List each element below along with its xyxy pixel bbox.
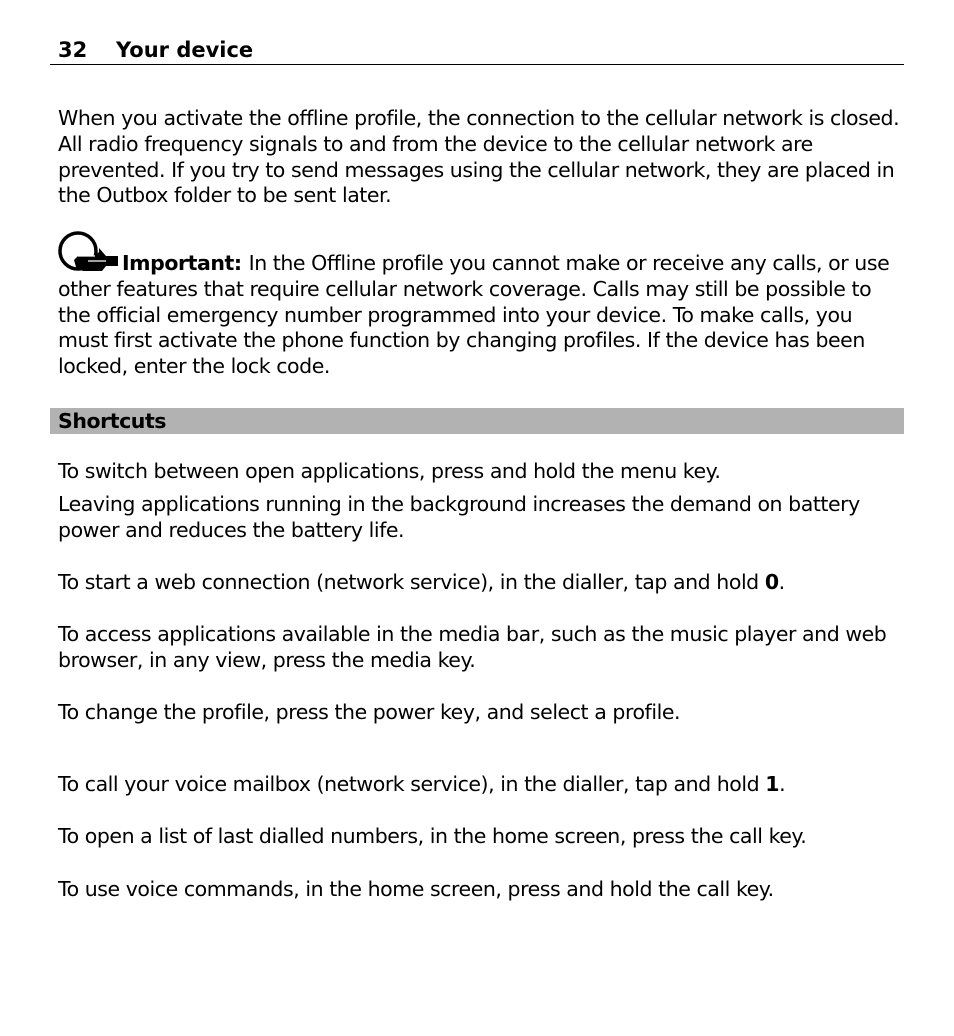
key-label: 1	[765, 772, 780, 796]
chapter-title: Your device	[116, 38, 254, 62]
shortcut-change-profile: To change the profile, press the power key, and select a profile.	[58, 700, 681, 724]
offline-profile-paragraph: When you activate the offline profile, the connection to the cellular network is closed. All radio frequency signals to and from the device to the cellular network are prevented. If you try to send messages using the cellular network, they are placed in the Outbox folder to be sent later.	[58, 106, 900, 208]
shortcut-text: To call your voice mailbox (network service), in the dialler, tap and hold	[58, 772, 766, 796]
important-label: Important:	[122, 251, 242, 275]
shortcut-tail: .	[779, 772, 786, 796]
shortcut-battery-note: Leaving applications running in the background increases the demand on battery power and reduces the battery life.	[58, 492, 860, 542]
shortcut-voice-mailbox	[58, 772, 904, 798]
shortcut-voice-commands: To use voice commands, in the home screen, press and hold the call key.	[58, 877, 774, 901]
important-notice	[58, 251, 904, 380]
shortcut-switch-apps: To switch between open applications, press and hold the menu key.	[58, 459, 721, 483]
shortcut-text: To start a web connection (network service), in the dialler, tap and hold	[58, 570, 765, 594]
section-heading-bar	[50, 408, 904, 434]
key-label: 0	[764, 570, 779, 594]
page-number: 32	[58, 38, 88, 62]
page-header	[50, 36, 904, 65]
important-text: In the Offline profile you cannot make or receive any calls, or use other features that require cellular network coverage. Calls may still be possible to the official emergency number programmed into your device. To make calls, you must first activate the phone function by changing profiles. If the device has been locked, enter the lock code.	[58, 251, 890, 379]
shortcut-media-bar: To access applications available in the media bar, such as the music player and web browser, in any view, press the media key.	[58, 622, 887, 672]
shortcut-web-connection	[58, 570, 904, 596]
shortcut-tail: .	[778, 570, 785, 594]
shortcut-last-dialled: To open a list of last dialled numbers, in the home screen, press the call key.	[58, 824, 807, 848]
section-title: Shortcuts	[58, 409, 167, 433]
